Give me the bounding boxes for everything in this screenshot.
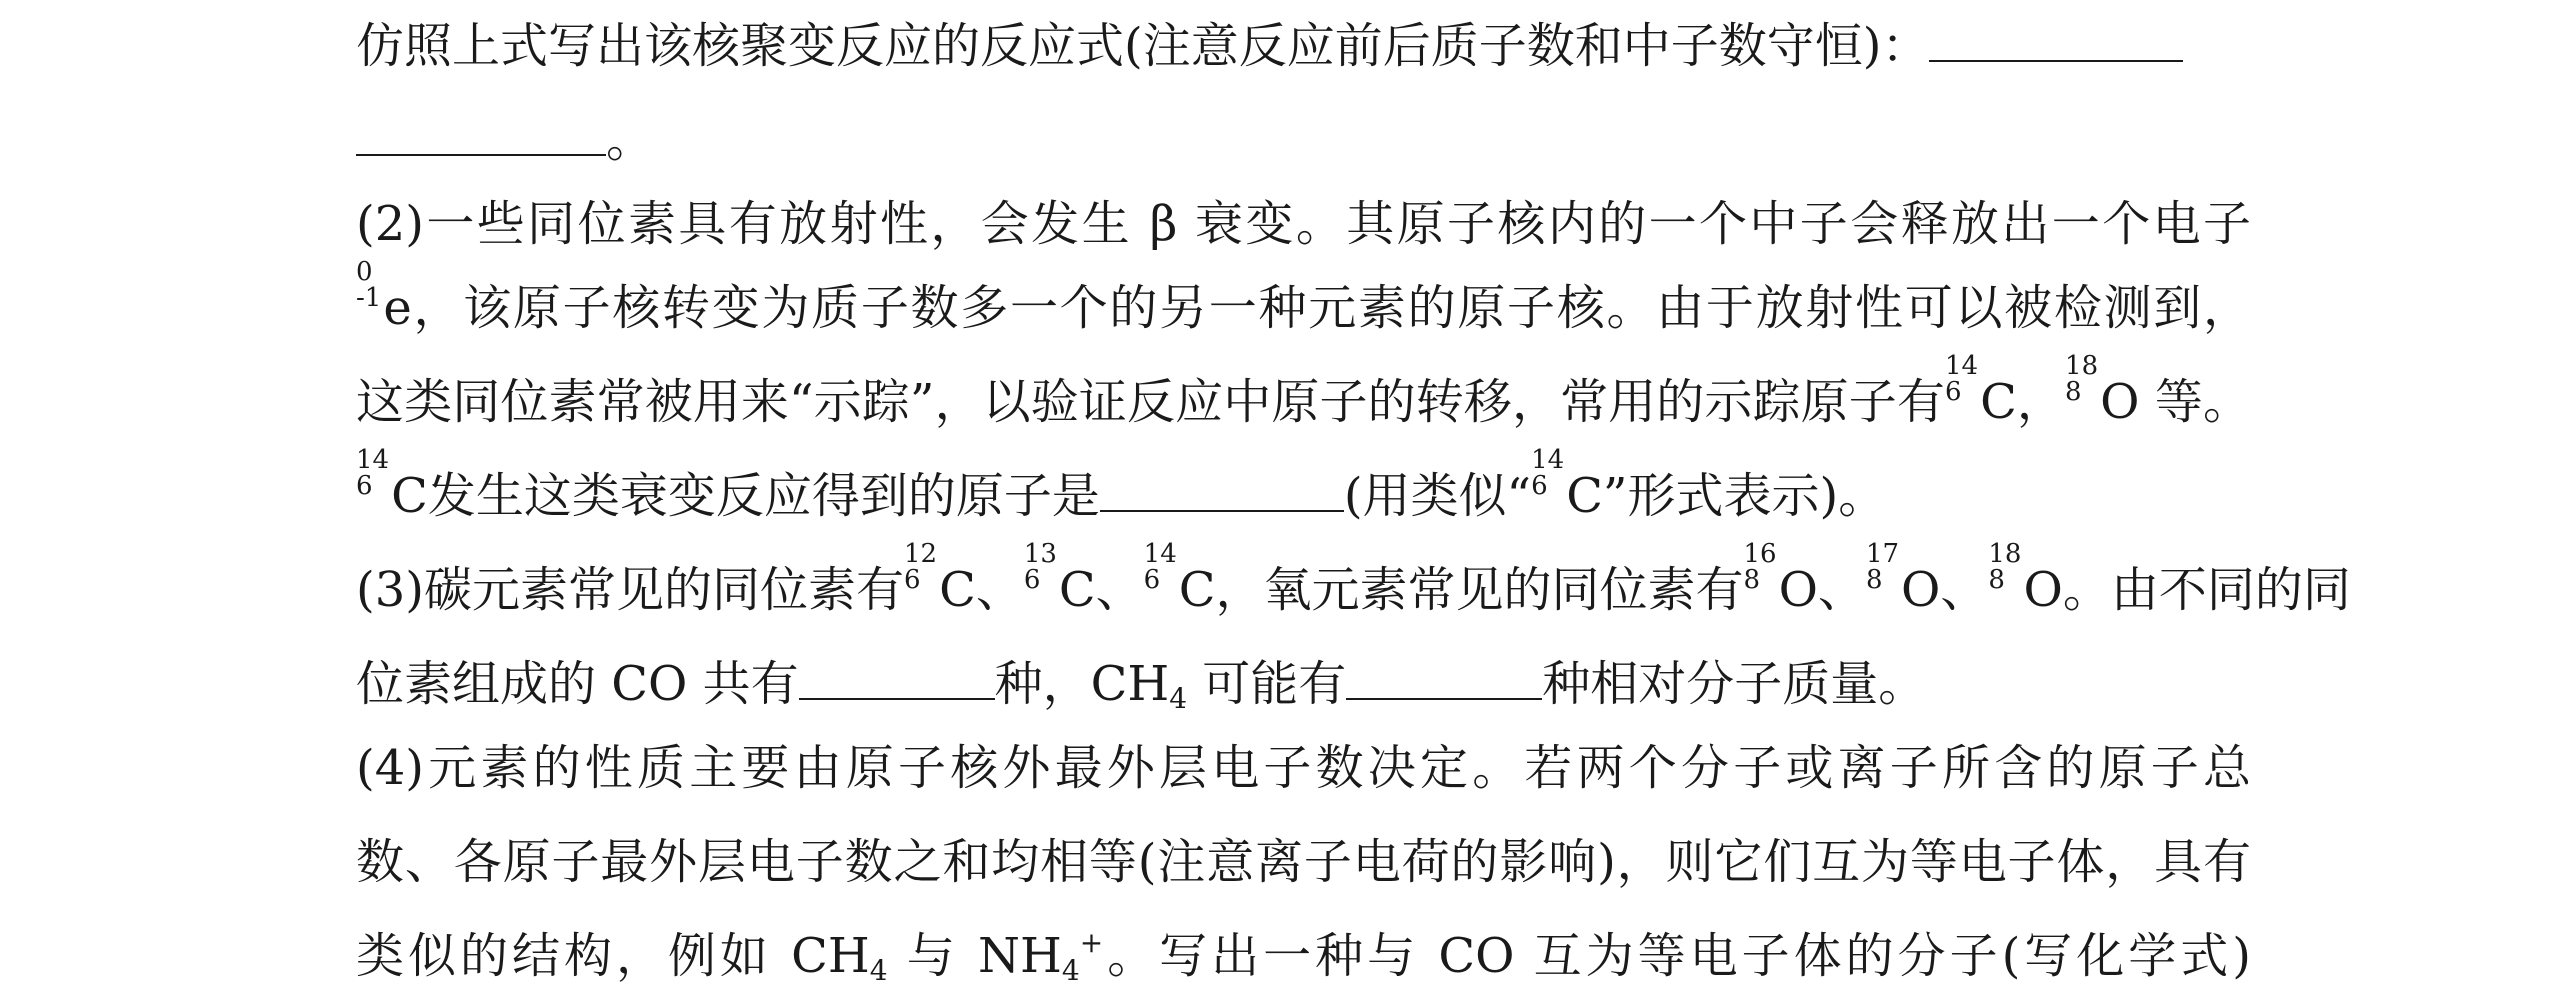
text-line-9 [356, 740, 2251, 796]
text-line-5 [356, 351, 2251, 430]
isotope-c14: 14 6 [356, 445, 390, 501]
line-7-text-b: C、 [939, 562, 1024, 618]
text-line-4 [356, 257, 2251, 336]
line-11-text-a: 类似的结构，例如 CH [356, 928, 870, 984]
text-line-6 [356, 445, 2251, 524]
line-11-text-c: 。写出一种与 CO 互为等电子体的分子(写化学式) [1103, 928, 2251, 984]
text-line-11 [356, 926, 2251, 987]
text-line-3 [356, 196, 2251, 252]
line-7-text-c: C、 [1058, 562, 1144, 618]
answer-blank-4[interactable] [1346, 658, 1542, 700]
subscript-4: 4 [1169, 682, 1188, 715]
isotope-c14: 14 6 [1944, 351, 1979, 407]
isotope-electron: 0 -1 [356, 257, 382, 313]
isotope-c14: 14 6 [1143, 539, 1177, 595]
line-7-text-g: O。由不同的同 [2023, 562, 2351, 618]
line-8-text-c: 可能有 [1187, 656, 1347, 712]
line-7-text-d: C，氧元素常见的同位素有 [1178, 562, 1744, 618]
isotope-c14: 14 6 [1531, 445, 1565, 501]
text-line-8 [356, 656, 2251, 715]
line-2-text: 。 [606, 112, 655, 168]
line-8-text-b: 种，CH [994, 656, 1170, 712]
answer-blank-2[interactable] [1100, 470, 1344, 512]
isotope-c13: 13 6 [1023, 539, 1057, 595]
line-5-text-a: 这类同位素常被用来“示踪”，以验证反应中原子的转移，常用的示踪原子有 [356, 374, 1945, 430]
text-line-1 [356, 18, 2251, 74]
line-5-text-c: O 等。 [2100, 374, 2251, 430]
subscript-4: 4 [1061, 954, 1080, 987]
line-9-text: (4)元素的性质主要由原子核外最外层电子数决定。若两个分子或离子所含的原子总 [356, 740, 2251, 796]
isotope-o16: 16 8 [1743, 539, 1777, 595]
line-11-text-b: 与 NH [887, 928, 1062, 984]
line-8-text-a: 位素组成的 CO 共有 [356, 656, 799, 712]
text-line-7 [356, 539, 2351, 618]
isotope-o18: 18 8 [1988, 539, 2022, 595]
text-line-10 [356, 834, 2251, 890]
line-6-text-c: C”形式表示)。 [1566, 468, 1887, 524]
isotope-o17: 17 8 [1865, 539, 1900, 595]
answer-blank-1[interactable] [1929, 20, 2183, 62]
text-line-2 [356, 112, 2251, 168]
line-8-text-d: 种相对分子质量。 [1542, 656, 1927, 712]
line-10-text: 数、各原子最外层电子数之和均相等(注意离子电荷的影响)，则它们互为等电子体，具有 [356, 834, 2251, 890]
isotope-o18: 18 8 [2065, 351, 2099, 407]
line-5-text-b: C， [1980, 374, 2066, 430]
line-7-text-e: O、 [1778, 562, 1866, 618]
superscript-plus: + [1079, 926, 1104, 959]
answer-blank-3[interactable] [799, 658, 995, 700]
line-1-text: 仿照上式写出该核聚变反应的反应式(注意反应前后质子数和中子数守恒)： [356, 18, 1930, 74]
line-4-text: e，该原子核转变为质子数多一个的另一种元素的原子核。由于放射性可以被检测到， [383, 280, 2251, 336]
line-3-text: (2)一些同位素具有放射性，会发生 β 衰变。其原子核内的一个中子会释放出一个电子 [356, 196, 2251, 252]
answer-blank-1-cont[interactable] [356, 114, 606, 156]
line-6-text-a: C发生这类衰变反应得到的原子是 [391, 468, 1100, 524]
subscript-4: 4 [869, 954, 888, 987]
isotope-c12: 12 6 [904, 539, 938, 595]
line-6-text-b: (用类似“ [1343, 468, 1532, 524]
line-7-text-f: O、 [1901, 562, 1989, 618]
line-7-text-a: (3)碳元素常见的同位素有 [356, 562, 904, 618]
